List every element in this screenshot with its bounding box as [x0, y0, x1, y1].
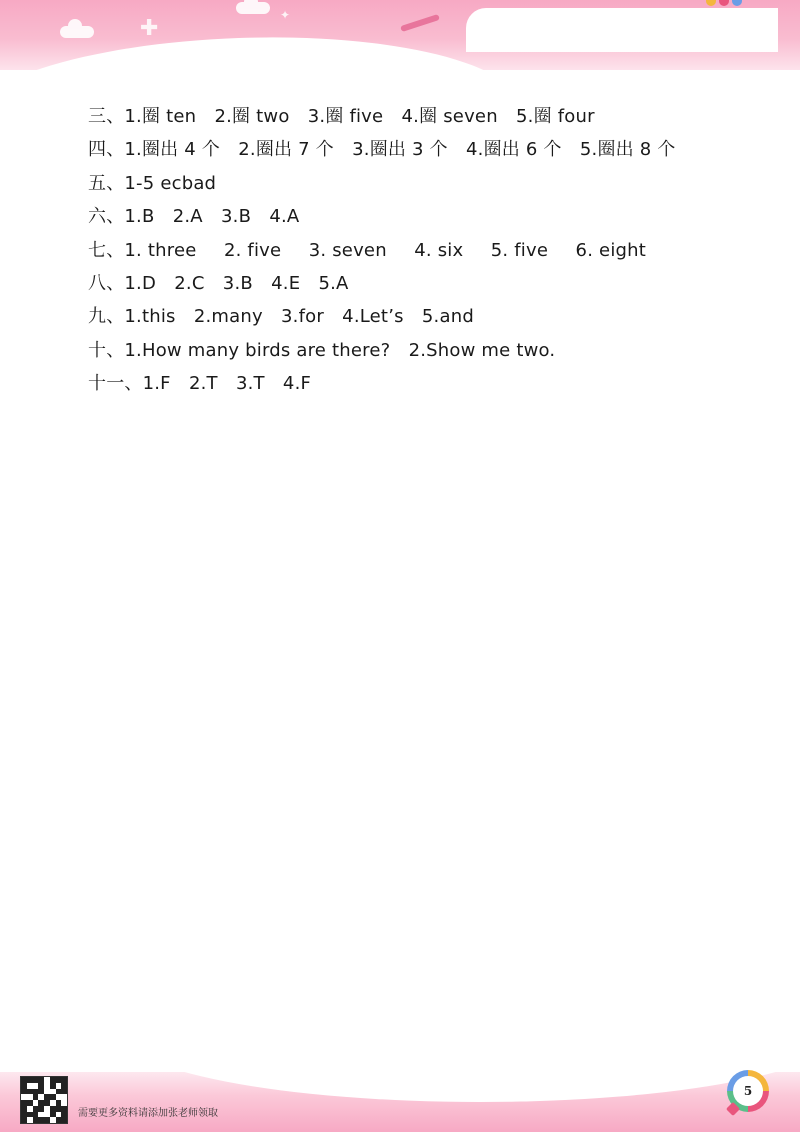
footer-curve: [120, 1072, 800, 1102]
answer-item: 1-5 ecbad: [124, 172, 217, 194]
answer-item: 2.many: [193, 306, 263, 328]
page-number: 5: [733, 1076, 763, 1106]
answer-item: 3.B: [221, 206, 252, 228]
answer-line: [88, 267, 676, 300]
answer-item: 1.D: [124, 272, 157, 294]
answer-item: 1. three: [124, 239, 197, 261]
cloud-icon: [60, 26, 94, 38]
answer-item: 3. seven: [308, 239, 387, 261]
answer-item: 5.A: [318, 272, 349, 294]
footer-note: 需要更多资料请添加张老师领取: [78, 1108, 218, 1119]
answer-line: [88, 167, 676, 200]
answer-item: 4.A: [269, 206, 300, 228]
sparkle-icon: ✚: [140, 16, 159, 41]
answer-line: [88, 300, 676, 333]
answer-item: 4. six: [414, 239, 464, 261]
answer-item: 1.How many birds are there?: [124, 339, 391, 361]
answer-item: 2. five: [223, 239, 282, 261]
answer-item: 5. five: [490, 239, 549, 261]
answer-item: 1.圈 ten: [124, 106, 197, 127]
footer-decoration: [0, 1072, 800, 1132]
answer-line: [88, 100, 676, 133]
answer-item: 4.F: [282, 373, 312, 395]
section-number: 三、: [88, 106, 125, 127]
answer-item: 2.T: [188, 373, 218, 395]
section-number: 六、: [88, 206, 125, 228]
answer-line: [88, 334, 676, 367]
answer-item: 3.B: [222, 272, 253, 294]
answer-item: 3.for: [281, 306, 324, 328]
answer-item: 3.圈 five: [307, 106, 384, 127]
section-number: 十、: [88, 339, 125, 361]
answer-item: 4.圈 seven: [401, 106, 498, 127]
answer-list: [88, 100, 676, 401]
answer-item: 2.A: [172, 206, 203, 228]
qr-code-icon: [20, 1076, 68, 1124]
cloud-icon: [236, 2, 270, 14]
star-icon: ✦: [280, 8, 291, 22]
answer-line: [88, 367, 676, 400]
answer-item: 4.E: [271, 272, 301, 294]
answer-line: [88, 234, 676, 267]
section-number: 五、: [88, 172, 125, 194]
section-number: 九、: [88, 306, 125, 328]
section-number: 十一、: [88, 373, 143, 395]
answer-item: 1.B: [124, 206, 155, 228]
header-tab: [466, 8, 778, 52]
answer-line: [88, 200, 676, 233]
dash-decoration: [400, 14, 440, 32]
answer-item: 3.圈出 3 个: [352, 139, 448, 161]
section-number: 八、: [88, 272, 125, 294]
answer-item: 5.圈 four: [516, 106, 595, 127]
answer-item: 3.T: [235, 373, 265, 395]
answer-item: 4.Let’s: [342, 306, 404, 328]
section-number: 四、: [88, 139, 125, 161]
answer-line: [88, 133, 676, 166]
answer-item: 6. eight: [575, 239, 647, 261]
answer-item: 1.圈出 4 个: [124, 139, 221, 161]
brand-dots: [706, 0, 742, 6]
answer-item: 1.this: [124, 306, 176, 328]
answer-item: 5.圈出 8 个: [579, 139, 676, 161]
answer-item: 2.Show me two.: [408, 339, 556, 361]
answer-item: 1.F: [142, 373, 171, 395]
answer-item: 2.C: [174, 272, 205, 294]
answer-item: 4.圈出 6 个: [466, 139, 562, 161]
answer-item: 2.圈 two: [214, 106, 290, 127]
answer-item: 5.and: [421, 306, 474, 328]
answer-item: 2.圈出 7 个: [238, 139, 334, 161]
section-number: 七、: [88, 239, 125, 261]
